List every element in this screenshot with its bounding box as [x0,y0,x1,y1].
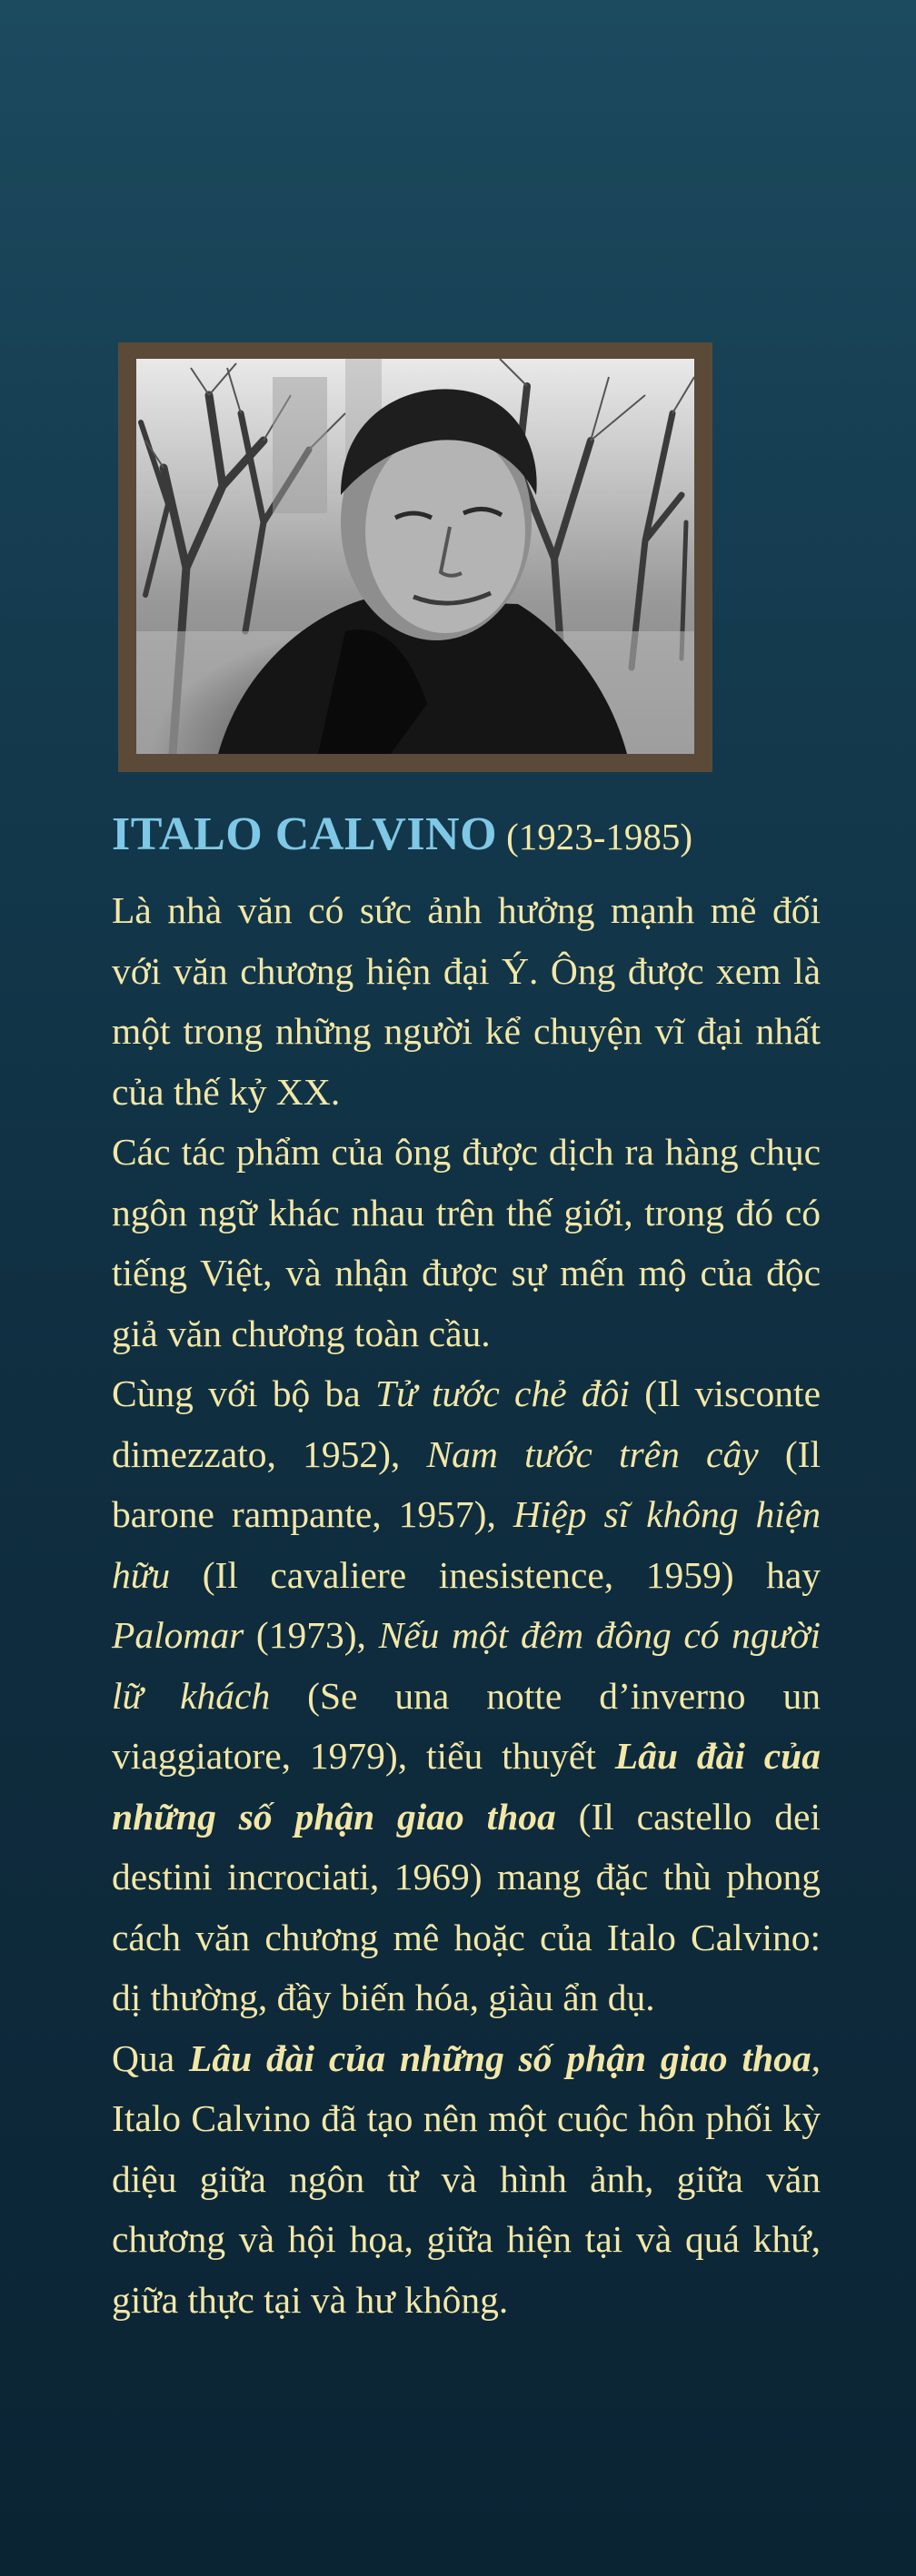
author-heading [112,808,821,860]
book-title: Nam tước trên cây [426,1432,759,1475]
bio-text: Qua [112,2036,189,2079]
bio-text: , Italo Calvino đã tạo nên một cuộc hôn phối kỳ diệu giữa ngôn từ và hình ảnh, giữa văn chương và hội họa, giữa hiện tại và quá khứ, giữa thực tại và hư không. [112,2036,821,2321]
bio-text: (Il cavaliere inesistence, 1959) hay [170,1553,821,1596]
bio-paragraph-1: Là nhà văn có sức ảnh hưởng mạnh mẽ đối với văn chương hiện đại Ý. Ông được xem là một trong những người kể chuyện vĩ đại nhất của thế kỷ XX. [112,889,821,1113]
author-bio [112,808,821,2330]
featured-book-title: Lâu đài của những số phận giao thoa [188,2036,811,2079]
bio-text: (Se una notte d’inverno un viaggiatore, 1979), tiểu thuyết [112,1674,821,1778]
bio-text: Cùng với bộ ba [112,1372,375,1415]
bio-text: (Il visconte dimezzato, 1952), [112,1372,821,1475]
author-photo-frame [118,342,712,772]
bio-text: (Il barone rampante, 1957), [112,1432,821,1536]
bio-text: (Il castello dei destini incrociati, 1969) mang đặc thù phong cách văn chương mê hoặc của Italo Calvino: dị thường, đầy biến hóa, giàu ẩn dụ. [112,1795,821,2019]
featured-book-title: Lâu đài của những số phận giao thoa [112,1735,821,1838]
bio-paragraph-3 [112,1363,821,2028]
book-title: Nếu một đêm đông có người lữ khách [112,1614,821,1717]
book-title: Palomar [112,1614,244,1657]
bio-paragraph-4 [112,2028,821,2331]
book-title: Hiệp sĩ không hiện hữu [112,1493,821,1596]
bio-text: (1973), [244,1614,379,1657]
author-photo [136,359,694,754]
author-portrait-image [136,359,694,754]
author-name: ITALO CALVINO [112,808,498,860]
author-years: (1923-1985) [506,816,693,857]
book-title: Tử tước chẻ đôi [375,1372,630,1415]
bio-paragraph-2: Các tác phẩm của ông được dịch ra hàng chục ngôn ngữ khác nhau trên thế giới, trong đó có tiếng Việt, và nhận được sự mến mộ của độc giả văn chương toàn cầu. [112,1131,821,1354]
